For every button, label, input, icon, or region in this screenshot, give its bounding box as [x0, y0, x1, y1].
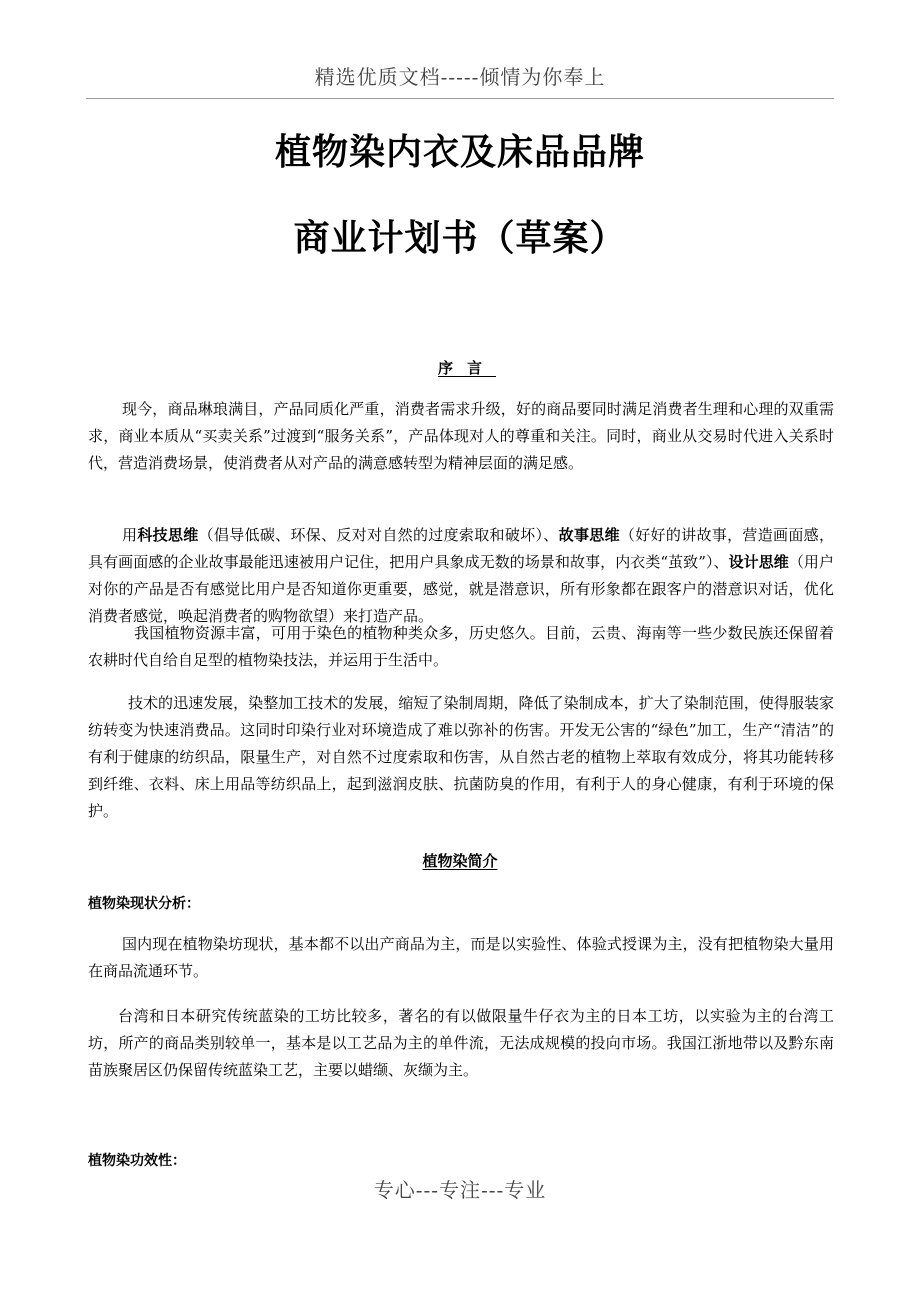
paragraph-1: 现今，商品琳琅满目，产品同质化严重，消费者需求升级，好的商品要同时满足消费者生理和心理的双重需求，商业本质从“买卖关系”过渡到“服务关系”，产品体现对人的尊重和关注。同时，商业从交易时代进入关系时代，营造消费场景，使消费者从对产品的满意感转型为精神层面的满足感。	[88, 400, 834, 472]
paragraph-2-text-4: （用户对你的产品是否有感觉比用户是否知道你更重要，感觉，就是潜意识，所有形象都在跟客户的潜意识对话，优化消费者感觉，唤起消费者的购物欲望）来打造产品。	[88, 553, 834, 625]
paragraph-6: 台湾和日本研究传统蓝染的工坊比较多，著名的有以做限量牛仔衣为主的日本工坊，以实验为主的台湾工坊，所产的商品类别较单一，基本是以工艺品为主的单件流，无法成规模的投向市场。我国江浙地带以及黔东南苗族聚居区仍保留传统蓝染工艺，主要以蜡缬、灰缬为主。	[88, 1007, 834, 1079]
paragraph-2-text-3: （好好的讲故事，营造画面感，具有画面感的企业故事最能迅速被用户记住，把用户具象成无数的场景和故事，内衣类“茧致”）、	[88, 526, 834, 571]
intro-heading	[86, 850, 834, 872]
paragraph-2	[88, 522, 834, 630]
paragraph-2-text-1: 用	[122, 526, 138, 544]
preface-heading	[86, 357, 834, 379]
bold-tech-thinking: 科技思维	[137, 526, 199, 544]
paragraph-3: 我国植物资源丰富，可用于染色的植物种类众多，历史悠久。目前，云贵、海南等一些少数民族还保留着农耕时代自给自足型的植物染技法，并运用于生活中。	[88, 624, 834, 669]
bold-story-thinking: 故事思维	[558, 526, 620, 544]
paragraph-5: 国内现在植物染坊现状，基本都不以出产商品为主，而是以实验性、体验式授课为主，没有把植物染大量用在商品流通环节。	[88, 935, 834, 980]
status-analysis-heading: 植物染现状分析：	[88, 896, 200, 912]
preface-heading-text: 序言	[437, 359, 496, 377]
document-title-line-2: 商业计划书（草案）	[293, 218, 627, 259]
page-footer: 专心---专注---专业	[373, 1178, 547, 1202]
bold-design-thinking: 设计思维	[728, 553, 789, 571]
paragraph-4: 技术的迅速发展，染整加工技术的发展，缩短了染制周期，降低了染制成本，扩大了染制范围，使得服装家纺转变为快速消费品。这同时印染行业对环境造成了难以弥补的伤害。开发无公害的“绿色”加工，生产“清洁”的有利于健康的纺织品，限量生产，对自然不过度索取和伤害，从自然古老的植物上萃取有效成分，将其功能转移到纤维、衣料、床上用品等纺织品上，起到滋润皮肤、抗菌防臭的作用，有利于人的身心健康，有利于环境的保护。	[88, 694, 834, 820]
intro-heading-text: 植物染简介	[422, 852, 498, 870]
efficacy-heading: 植物染功效性：	[88, 1153, 186, 1169]
document-title-line-1: 植物染内衣及床品品牌	[274, 132, 645, 173]
paragraph-2-text-2: （倡导低碳、环保、反对对自然的过度索取和破坏）、	[198, 526, 559, 544]
page-header: 精选优质文档-----倾情为你奉上	[86, 62, 834, 99]
